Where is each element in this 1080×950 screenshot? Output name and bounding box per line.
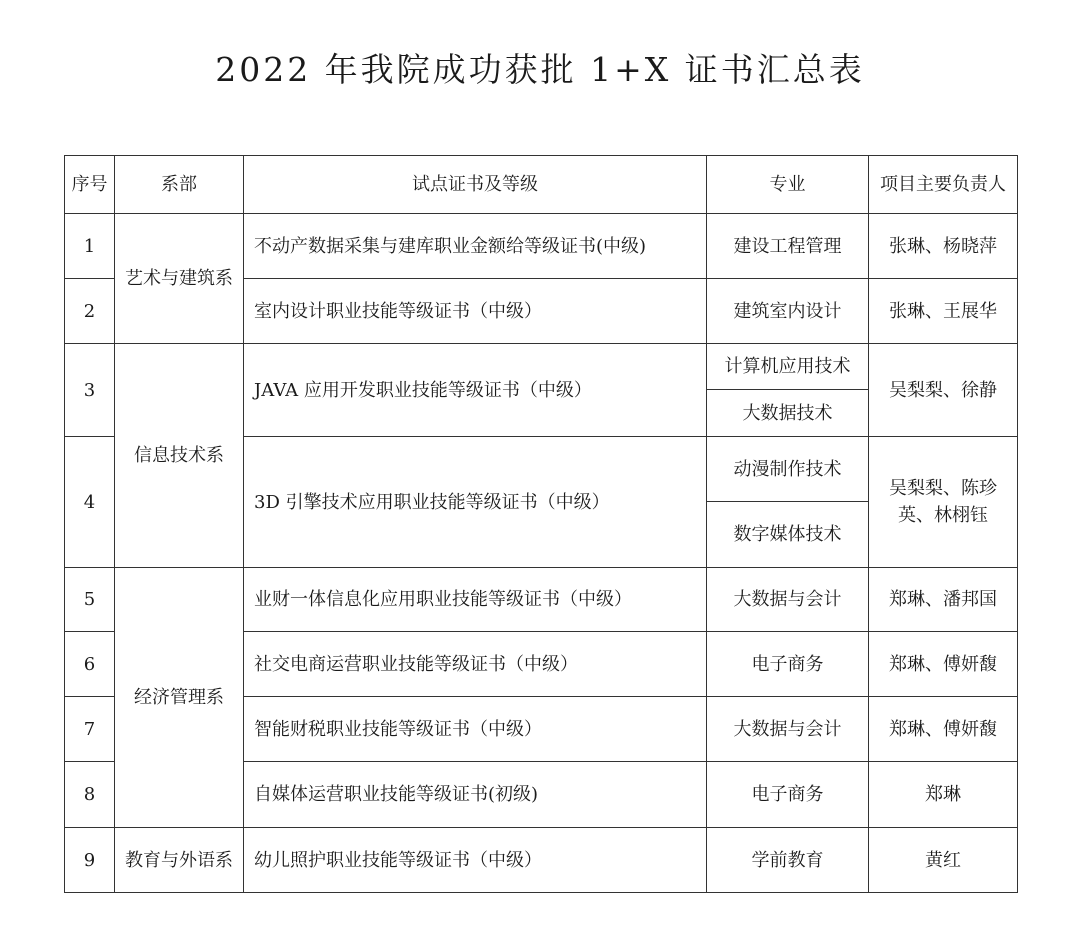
header-department: 系部 (115, 156, 244, 214)
major-cell: 计算机应用技术 (707, 344, 869, 390)
row-index: 1 (65, 214, 115, 279)
table-row (65, 214, 1018, 279)
department-cell: 艺术与建筑系 (115, 214, 244, 344)
department-cell: 经济管理系 (115, 568, 244, 828)
leader-cell: 郑琳 (869, 762, 1018, 828)
certificate-cell: 幼儿照护职业技能等级证书（中级） (244, 828, 707, 893)
department-cell: 信息技术系 (115, 344, 244, 568)
leader-cell: 郑琳、傅妍馥 (869, 697, 1018, 762)
certificate-cell: 自媒体运营职业技能等级证书(初级) (244, 762, 707, 828)
table-row (65, 828, 1018, 893)
major-cell: 大数据与会计 (707, 568, 869, 632)
major-cell: 建筑室内设计 (707, 279, 869, 344)
table-row (65, 568, 1018, 632)
certificate-cell: 智能财税职业技能等级证书（中级） (244, 697, 707, 762)
major-cell: 电子商务 (707, 632, 869, 697)
leader-cell: 郑琳、潘邦国 (869, 568, 1018, 632)
certificate-cell: 3D 引擎技术应用职业技能等级证书（中级） (244, 437, 707, 568)
certificate-summary-table (64, 155, 1018, 893)
certificate-cell: 不动产数据采集与建库职业金额给等级证书(中级) (244, 214, 707, 279)
table-row (65, 344, 1018, 390)
major-cell: 建设工程管理 (707, 214, 869, 279)
leader-cell: 黄红 (869, 828, 1018, 893)
leader-cell: 张琳、王展华 (869, 279, 1018, 344)
certificate-cell: 室内设计职业技能等级证书（中级） (244, 279, 707, 344)
leader-cell: 郑琳、傅妍馥 (869, 632, 1018, 697)
row-index: 9 (65, 828, 115, 893)
row-index: 2 (65, 279, 115, 344)
document-title: 2022 年我院成功获批 1+X 证书汇总表 (215, 50, 865, 89)
row-index: 6 (65, 632, 115, 697)
major-cell: 学前教育 (707, 828, 869, 893)
certificate-cell: 社交电商运营职业技能等级证书（中级） (244, 632, 707, 697)
department-cell: 教育与外语系 (115, 828, 244, 893)
header-index: 序号 (65, 156, 115, 214)
certificate-cell: JAVA 应用开发职业技能等级证书（中级） (244, 344, 707, 437)
leader-cell: 张琳、杨晓萍 (869, 214, 1018, 279)
row-index: 7 (65, 697, 115, 762)
row-index: 8 (65, 762, 115, 828)
major-cell: 数字媒体技术 (707, 502, 869, 568)
row-index: 3 (65, 344, 115, 437)
major-cell: 电子商务 (707, 762, 869, 828)
table-header-row (65, 156, 1018, 214)
row-index: 5 (65, 568, 115, 632)
row-index: 4 (65, 437, 115, 568)
leader-cell: 吴梨梨、陈珍英、林栩钰 (869, 437, 1018, 568)
major-cell: 大数据技术 (707, 390, 869, 437)
leader-cell: 吴梨梨、徐静 (869, 344, 1018, 437)
major-cell: 动漫制作技术 (707, 437, 869, 502)
major-cell: 大数据与会计 (707, 697, 869, 762)
header-leader: 项目主要负责人 (869, 156, 1018, 214)
header-certificate: 试点证书及等级 (244, 156, 707, 214)
certificate-cell: 业财一体信息化应用职业技能等级证书（中级） (244, 568, 707, 632)
header-major: 专业 (707, 156, 869, 214)
